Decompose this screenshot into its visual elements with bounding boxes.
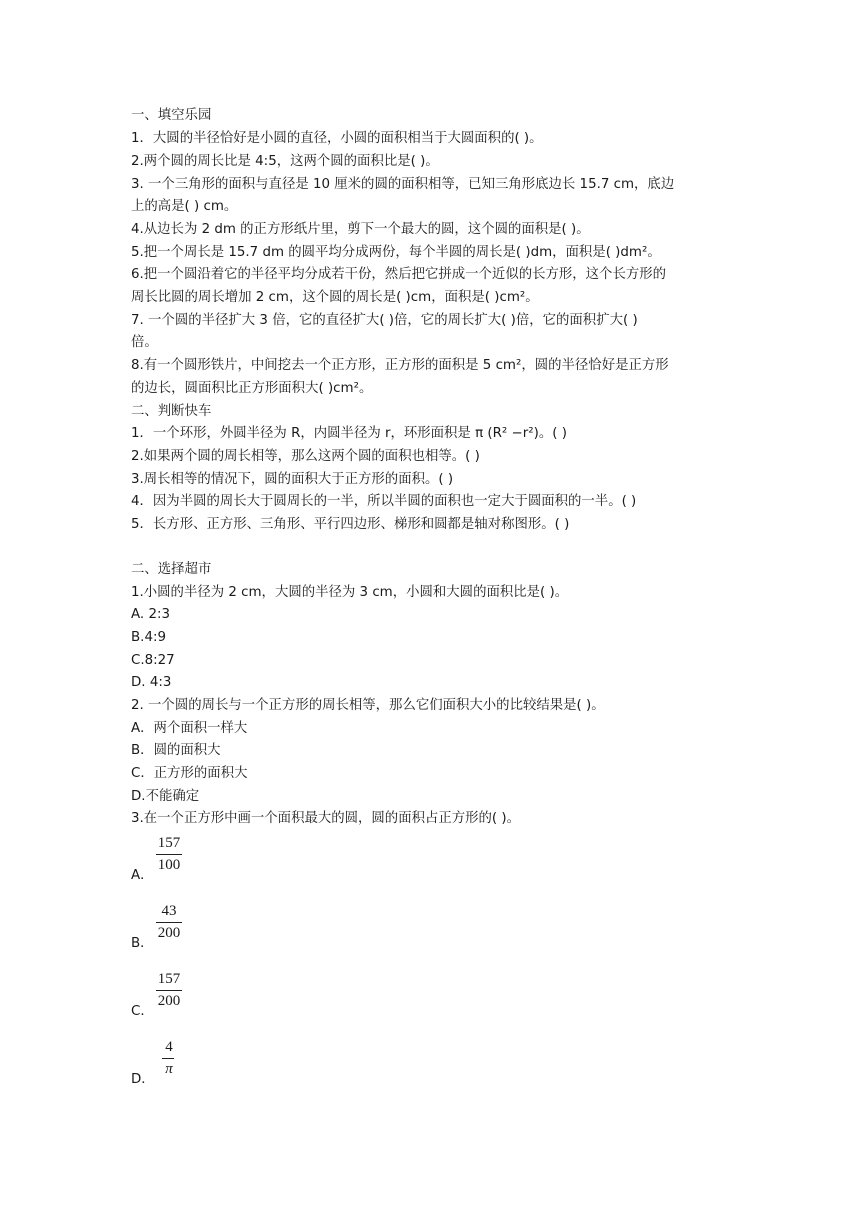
fill-question-8-line1: 8.有一个圆形铁片，中间挖去一个正方形，正方形的面积是 5 cm²，圆的半径恰好是正方形 <box>131 358 669 373</box>
choice-3-option-b <box>131 903 251 953</box>
fill-question-6-line1: 6.把一个圆沿着它的半径平均分成若干份，然后把它拼成一个近似的长方形，这个长方形的 <box>131 267 667 282</box>
fraction-numerator: 43 <box>161 903 177 919</box>
choice-1-option-a: A. 2:3 <box>131 607 170 622</box>
fraction-bar <box>162 1058 174 1059</box>
choice-1-option-d: D. 4:3 <box>131 675 172 690</box>
choice-2-option-b: B．圆的面积大 <box>131 743 221 758</box>
fraction-numerator: 157 <box>157 971 181 987</box>
choice-1-option-b: B.4:9 <box>131 630 166 645</box>
fraction-denominator: π <box>165 1061 173 1077</box>
section3-heading: 二、选择超市 <box>131 562 212 577</box>
option-label: C． <box>131 1004 154 1019</box>
judge-question-3: 3.周长相等的情况下，圆的面积大于正方形的面积。( ) <box>131 472 454 487</box>
judge-question-5: 5．长方形、正方形、三角形、平行四边形、梯形和圆都是轴对称图形。( ) <box>131 517 570 532</box>
section2-heading: 二、判断快车 <box>131 404 212 419</box>
judge-question-4: 4．因为半圆的周长大于圆周长的一半，所以半圆的面积也一定大于圆面积的一半。( ) <box>131 494 637 509</box>
fraction-bar <box>156 854 182 855</box>
fill-question-1: 1．大圆的半径恰好是小圆的直径，小圆的面积相当于大圆面积的( )。 <box>131 131 543 146</box>
choice-2-option-c: C．正方形的面积大 <box>131 766 248 781</box>
choice-3-option-a <box>131 835 251 885</box>
fill-question-2: 2.两个圆的周长比是 4:5，这两个圆的面积比是( )。 <box>131 154 439 169</box>
fraction-bar <box>156 922 182 923</box>
fraction-denominator: 100 <box>157 857 181 873</box>
fraction-numerator: 4 <box>165 1039 173 1055</box>
fill-question-4: 4.从边长为 2 dm 的正方形纸片里，剪下一个最大的圆，这个圆的面积是( )。 <box>131 222 590 237</box>
fraction-denominator: 200 <box>157 993 181 1009</box>
fraction-bar <box>156 990 182 991</box>
fill-question-3-line1: 3. 一个三角形的面积与直径是 10 厘米的圆的面积相等，已知三角形底边长 15.7 cm，底边 <box>131 177 675 192</box>
choice-3-option-c <box>131 971 251 1021</box>
option-label: A． <box>131 868 154 883</box>
choice-question-2: 2. 一个圆的周长与一个正方形的周长相等，那么它们面积大小的比较结果是( )。 <box>131 698 605 713</box>
fill-question-5: 5.把一个周长是 15.7 dm 的圆平均分成两份，每个半圆的周长是( )dm，面积是( )dm²。 <box>131 245 661 260</box>
judge-question-1: 1．一个环形，外圆半径为 R，内圆半径为 r，环形面积是 π (R² −r²)。( ) <box>131 426 567 441</box>
choice-1-option-c: C.8:27 <box>131 653 175 668</box>
choice-3-option-d <box>131 1039 251 1089</box>
fill-question-7-line1: 7. 一个圆的半径扩大 3 倍，它的直径扩大( )倍，它的周长扩大( )倍，它的面积扩大( ) <box>131 313 638 328</box>
judge-question-2: 2.如果两个圆的周长相等，那么这两个圆的面积也相等。( ) <box>131 449 480 464</box>
fill-question-7-line2: 倍。 <box>131 335 158 350</box>
option-label: D． <box>131 1072 155 1087</box>
option-label: B． <box>131 936 154 951</box>
choice-question-1: 1.小圆的半径为 2 cm，大圆的半径为 3 cm，小圆和大圆的面积比是( )。 <box>131 585 569 600</box>
fill-question-6-line2: 周长比圆的周长增加 2 cm，这个圆的周长是( )cm，面积是( )cm²。 <box>131 290 539 305</box>
choice-2-option-d: D.不能确定 <box>131 789 200 804</box>
fill-question-8-line2: 的边长，圆面积比正方形面积大( )cm²。 <box>131 381 373 396</box>
choice-question-3: 3.在一个正方形中画一个面积最大的圆，圆的面积占正方形的( )。 <box>131 811 521 826</box>
section1-heading: 一、填空乐园 <box>131 108 212 123</box>
choice-2-option-a: A．两个面积一样大 <box>131 721 248 736</box>
fraction-numerator: 157 <box>157 835 181 851</box>
fraction-denominator: 200 <box>157 925 181 941</box>
fill-question-3-line2: 上的高是( ) cm。 <box>131 199 238 214</box>
